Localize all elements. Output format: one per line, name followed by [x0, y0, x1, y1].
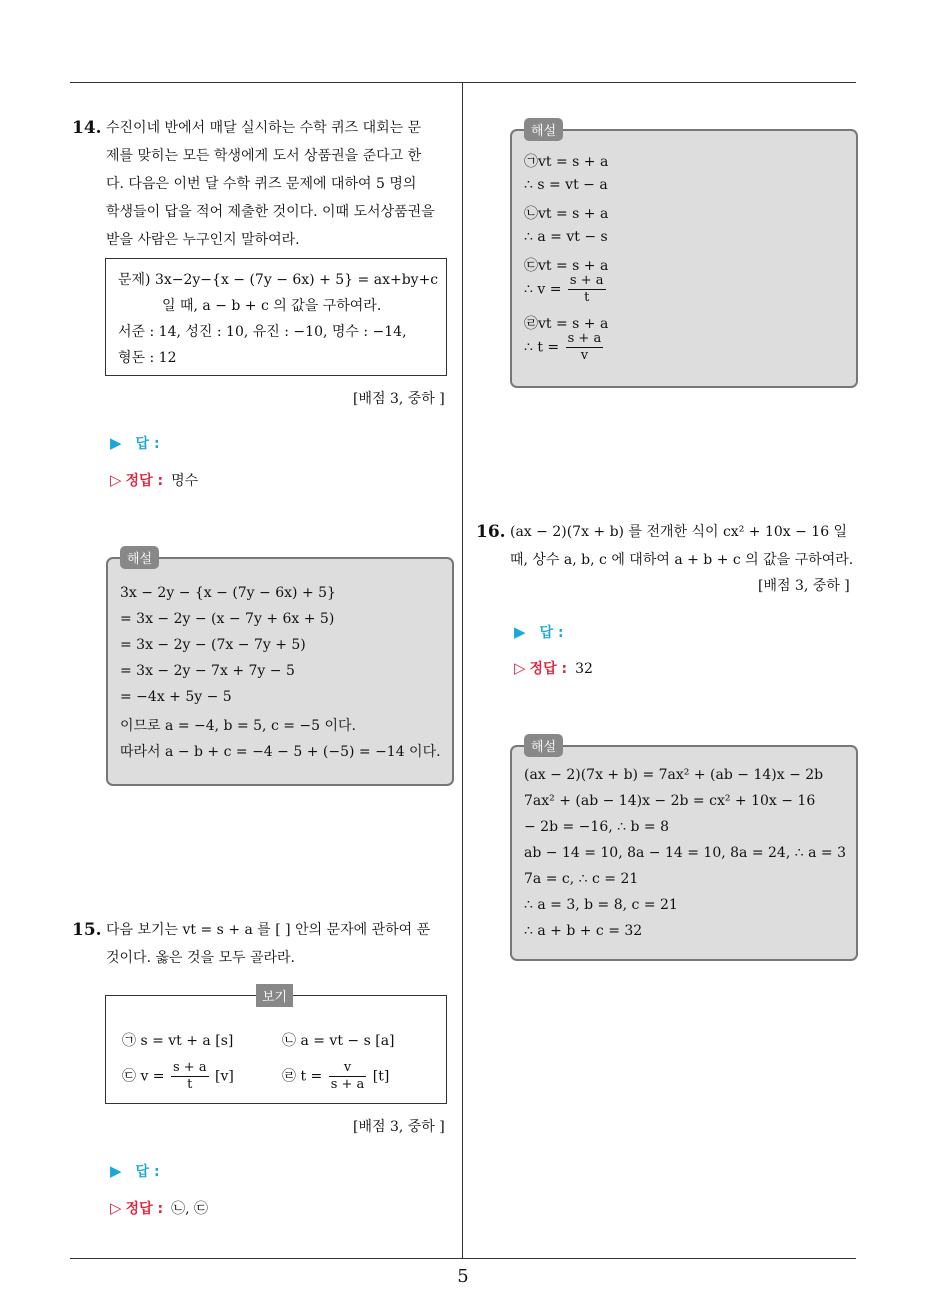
q16-solution-box [510, 740, 858, 961]
correct-label: 정답 : [125, 473, 164, 489]
q15-sol-l8-denominator: v [580, 348, 589, 363]
q15-text-line: 다음 보기는 vt = s + a 를 [ ] 안의 문자에 관하여 푼 [106, 922, 431, 938]
q14-text-line: 학생들이 답을 적어 제출한 것이다. 이때 도서상품권을 [106, 204, 435, 220]
q15-score-meta: [배점 3, 중하 ] [353, 1119, 445, 1135]
correct-label: 정답 : [529, 661, 568, 677]
answer-label: 답 : [539, 625, 564, 641]
q15-answer-row [110, 1161, 160, 1181]
question-14-number: 14. [72, 118, 102, 138]
q14-solution-line: = 3x − 2y − (x − 7y + 6x + 5) [120, 611, 335, 627]
q15-solution-line [524, 273, 608, 306]
q16-text-line: (ax − 2)(7x + b) 를 전개한 식이 cx² + 10x − 16 일 [510, 524, 848, 540]
q14-solution-line: = −4x + 5y − 5 [120, 689, 232, 705]
q16-correct-row [514, 658, 593, 678]
correct-value: 32 [575, 661, 593, 677]
q16-solution-line: 7a = c, ∴ c = 21 [524, 871, 639, 887]
q15-sol-l8-prefix: ∴ t = [524, 339, 560, 356]
q15-solution-line: ∴ a = vt − s [524, 229, 608, 245]
outline-triangle-icon: ▷ [110, 471, 122, 489]
question-15-text [106, 916, 454, 972]
q15-sol-l6-fraction [568, 273, 606, 306]
correct-value: 명수 [171, 473, 199, 489]
q16-answer-row [514, 622, 564, 642]
q15-solution-line: ㉡vt = s + a [524, 206, 609, 222]
solution-tag: 해설 [524, 734, 563, 757]
q14-text-line: 다. 다음은 이번 달 수학 퀴즈 문제에 대하여 5 명의 [106, 176, 417, 192]
q14-solution-line: 3x − 2y − {x − (7y − 6x) + 5} [120, 585, 336, 601]
bogi-d-numerator: v [329, 1060, 367, 1077]
answer-label: 답 : [135, 436, 160, 452]
q15-sol-l8-numerator: s + a [567, 331, 602, 346]
bogi-c-prefix: ㉢ v = [122, 1068, 165, 1085]
correct-value: ㉡, ㉢ [171, 1201, 208, 1217]
q15-sol-l8-fraction [566, 331, 604, 364]
q15-text-line: 것이다. 옳은 것을 모두 골라라. [106, 950, 295, 966]
question-16-number: 16. [476, 522, 506, 542]
bogi-c-fraction [171, 1060, 209, 1093]
page-number: 5 [457, 1266, 469, 1287]
q15-solution-line: ㉠vt = s + a [524, 154, 609, 170]
q14-text-line: 수진이네 반에서 매달 실시하는 수학 퀴즈 대회는 문 [106, 120, 422, 136]
bogi-option-a: ㉠ s = vt + a [s] [122, 1033, 234, 1049]
bogi-option-b: ㉡ a = vt − s [a] [282, 1033, 395, 1049]
top-rule [70, 82, 856, 83]
q14-correct-row [110, 470, 198, 490]
outline-triangle-icon: ▷ [110, 1199, 122, 1217]
play-triangle-icon: ▶ [110, 1162, 122, 1180]
q16-solution-line: ∴ a + b + c = 32 [524, 923, 643, 939]
q15-sol-l6-numerator: s + a [569, 273, 604, 288]
q14-score-meta: [배점 3, 중하 ] [353, 391, 445, 407]
q16-solution-line: 7ax² + (ab − 14)x − 2b = cx² + 10x − 16 [524, 793, 816, 809]
q16-score-meta: [배점 3, 중하 ] [758, 578, 850, 594]
bogi-c-suffix: [v] [215, 1068, 234, 1085]
bogi-d-suffix: [t] [372, 1068, 390, 1085]
q14-box-line: 형돈 : 12 [118, 350, 177, 366]
q14-box-line: 서준 : 14, 성진 : 10, 유진 : −10, 명수 : −14, [118, 324, 407, 340]
q14-solution-line: 따라서 a − b + c = −4 − 5 + (−5) = −14 이다. [120, 744, 441, 760]
q14-answer-row [110, 433, 160, 453]
bogi-tag: 보기 [256, 984, 293, 1007]
solution-tag: 해설 [524, 118, 563, 141]
q16-solution-line: (ax − 2)(7x + b) = 7ax² + (ab − 14)x − 2b [524, 767, 824, 783]
q14-text-line: 제를 맞히는 모든 학생에게 도서 상품권을 준다고 한 [106, 148, 422, 164]
q16-solution-line: ab − 14 = 10, 8a − 14 = 10, 8a = 24, ∴ a = 3 [524, 845, 846, 861]
answer-label: 답 : [135, 1164, 160, 1180]
q14-solution-box [106, 552, 454, 786]
q15-correct-row [110, 1198, 208, 1218]
question-15-bogi-box [105, 995, 447, 1104]
outline-triangle-icon: ▷ [514, 659, 526, 677]
q16-solution-line: ∴ a = 3, b = 8, c = 21 [524, 897, 678, 913]
question-16-text [510, 518, 858, 574]
q14-box-line: 일 때, a − b + c 의 값을 구하여라. [162, 298, 382, 314]
play-triangle-icon: ▶ [110, 434, 122, 452]
q15-solution-line: ㉣vt = s + a [524, 316, 609, 332]
q14-box-line: 문제) 3x−2y−{x − (7y − 6x) + 5} = ax+by+c [118, 272, 439, 288]
q14-solution-line: = 3x − 2y − (7x − 7y + 5) [120, 637, 306, 653]
q15-solution-line: ∴ s = vt − a [524, 177, 608, 193]
play-triangle-icon: ▶ [514, 623, 526, 641]
q15-solution-line [524, 331, 605, 364]
bogi-d-denominator: s + a [330, 1077, 365, 1092]
column-divider [462, 82, 463, 1259]
q16-text-line: 때, 상수 a, b, c 에 대하여 a + b + c 의 값을 구하여라. [510, 552, 854, 568]
q14-text-line: 받을 사람은 누구인지 말하여라. [106, 232, 300, 248]
q14-solution-line: = 3x − 2y − 7x + 7y − 5 [120, 663, 295, 679]
question-14-text [106, 114, 454, 254]
q16-solution-line: − 2b = −16, ∴ b = 8 [524, 819, 669, 835]
q15-sol-l6-denominator: t [584, 290, 590, 305]
question-14-problem-box [105, 258, 447, 376]
bogi-option-c [122, 1060, 234, 1093]
bottom-rule [70, 1258, 856, 1259]
bogi-d-fraction [329, 1060, 367, 1093]
q14-solution-line: 이므로 a = −4, b = 5, c = −5 이다. [120, 718, 356, 734]
solution-tag: 해설 [120, 546, 159, 569]
bogi-d-prefix: ㉣ t = [282, 1068, 323, 1085]
correct-label: 정답 : [125, 1201, 164, 1217]
q15-sol-l6-prefix: ∴ v = [524, 281, 562, 298]
q15-solution-line: ㉢vt = s + a [524, 258, 609, 274]
q15-solution-box [510, 124, 858, 388]
question-15-number: 15. [72, 920, 102, 940]
bogi-c-numerator: s + a [173, 1060, 207, 1075]
bogi-option-d [282, 1060, 389, 1093]
bogi-c-denominator: t [187, 1077, 193, 1092]
